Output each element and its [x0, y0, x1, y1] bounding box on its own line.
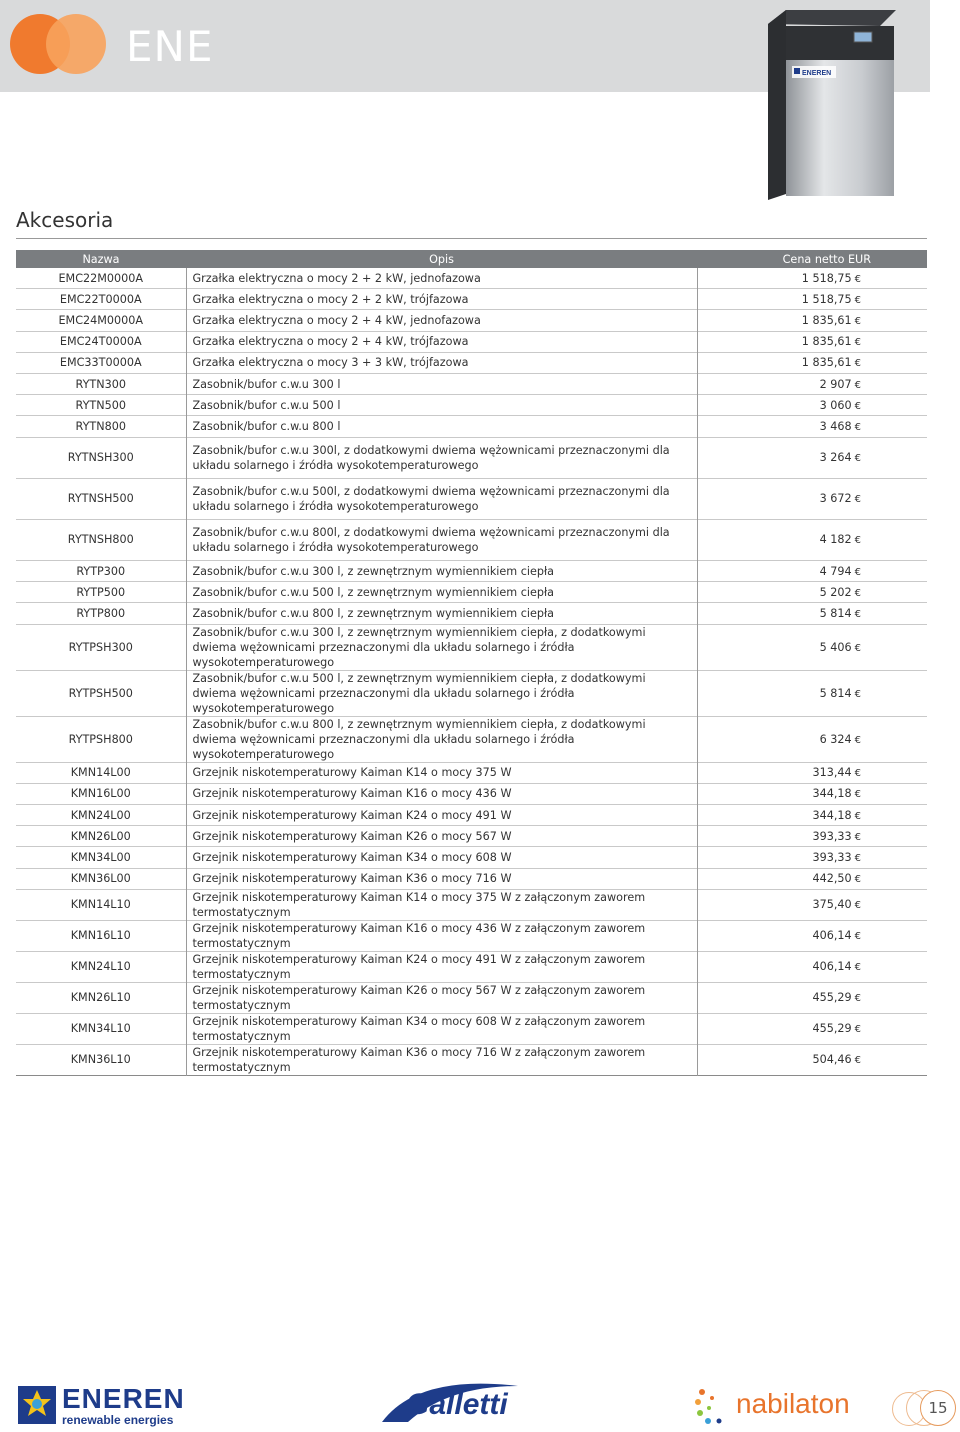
product-description: Zasobnik/bufor c.w.u 500 l: [186, 395, 697, 416]
product-code: RYTPSH800: [16, 716, 186, 762]
product-code: KMN26L10: [16, 982, 186, 1013]
section-title: Akcesoria: [16, 208, 114, 232]
price-value: 3 264: [819, 451, 852, 465]
price-value: 344,18: [812, 808, 852, 822]
product-code: RYTN500: [16, 395, 186, 416]
product-description: Grzejnik niskotemperaturowy Kaiman K34 o mocy 608 W: [186, 847, 697, 868]
eneren-logo-icon: [18, 1386, 56, 1424]
price-value: 455,29: [812, 1022, 852, 1036]
product-code: EMC22T0000A: [16, 289, 186, 310]
product-code: KMN24L00: [16, 805, 186, 826]
product-code: EMC24M0000A: [16, 310, 186, 331]
column-header-description: Opis: [186, 250, 697, 268]
product-price: [697, 310, 927, 331]
euro-symbol: €: [854, 294, 861, 306]
product-code: EMC22M0000A: [16, 268, 186, 289]
product-price: [697, 373, 927, 394]
euro-symbol: €: [854, 566, 861, 578]
price-value: 5 814: [819, 686, 852, 700]
euro-symbol: €: [854, 400, 861, 412]
euro-symbol: €: [854, 453, 861, 465]
product-description: Grzejnik niskotemperaturowy Kaiman K36 o mocy 716 W: [186, 868, 697, 889]
table-body: [16, 268, 927, 1075]
price-value: 1 835,61: [801, 313, 852, 327]
footer-logos: [0, 1378, 960, 1432]
eneren-tagline: renewable energies: [62, 1413, 174, 1427]
euro-symbol: €: [854, 494, 861, 506]
product-price: [697, 416, 927, 437]
product-price: [697, 982, 927, 1013]
product-price: [697, 762, 927, 783]
price-value: 6 324: [819, 732, 852, 746]
product-description: Grzejnik niskotemperaturowy Kaiman K14 o mocy 375 W: [186, 762, 697, 783]
price-value: 1 835,61: [801, 335, 852, 349]
table-row: [16, 416, 927, 437]
product-description: Zasobnik/bufor c.w.u 300 l, z zewnętrznym wymiennikiem ciepła: [186, 561, 697, 582]
euro-symbol: €: [854, 734, 861, 746]
product-code: KMN34L00: [16, 847, 186, 868]
product-code: RYTP500: [16, 582, 186, 603]
table-row: [16, 783, 927, 804]
euro-symbol: €: [854, 1024, 861, 1036]
product-description: Zasobnik/bufor c.w.u 300l, z dodatkowymi dwiema wężownicami przeznaczonymi dla układu solarnego i źródła wysokotemperaturowego: [186, 437, 697, 478]
price-value: 442,50: [812, 872, 852, 886]
galletti-logo-text: Galletti: [406, 1388, 508, 1421]
table-row: [16, 478, 927, 519]
product-description: Grzejnik niskotemperaturowy Kaiman K16 o mocy 436 W: [186, 783, 697, 804]
price-value: 344,18: [812, 787, 852, 801]
price-value: 406,14: [812, 960, 852, 974]
table-row: [16, 982, 927, 1013]
product-code: RYTPSH500: [16, 670, 186, 716]
product-code: EMC33T0000A: [16, 352, 186, 373]
price-value: 4 794: [819, 564, 852, 578]
product-price: [697, 920, 927, 951]
price-value: 455,29: [812, 991, 852, 1005]
price-value: 1 835,61: [801, 356, 852, 370]
product-price: [697, 437, 927, 478]
product-code: KMN24L10: [16, 951, 186, 982]
product-code: KMN16L10: [16, 920, 186, 951]
product-description: Zasobnik/bufor c.w.u 800l, z dodatkowymi dwiema wężownicami przeznaczonymi dla układu solarnego i źródła wysokotemperaturowego: [186, 519, 697, 560]
product-code: RYTNSH800: [16, 519, 186, 560]
product-price: [697, 1044, 927, 1075]
product-code: KMN16L00: [16, 783, 186, 804]
price-value: 3 060: [819, 398, 852, 412]
product-description: Zasobnik/bufor c.w.u 800 l, z zewnętrznym wymiennikiem ciepła: [186, 603, 697, 624]
table-row: [16, 762, 927, 783]
product-price: [697, 670, 927, 716]
product-price: [697, 561, 927, 582]
product-price: [697, 868, 927, 889]
euro-symbol: €: [854, 273, 861, 285]
euro-symbol: €: [854, 962, 861, 974]
price-value: 406,14: [812, 929, 852, 943]
euro-symbol: €: [854, 315, 861, 327]
euro-symbol: €: [854, 874, 861, 886]
euro-symbol: €: [854, 852, 861, 864]
product-code: RYTP800: [16, 603, 186, 624]
product-description: Zasobnik/bufor c.w.u 800 l: [186, 416, 697, 437]
euro-symbol: €: [854, 931, 861, 943]
price-value: 393,33: [812, 829, 852, 843]
product-code: KMN26L00: [16, 826, 186, 847]
price-value: 5 406: [819, 640, 852, 654]
product-description: Grzejnik niskotemperaturowy Kaiman K14 o mocy 375 W z załączonym zaworem termostatycznym: [186, 889, 697, 920]
euro-symbol: €: [854, 831, 861, 843]
column-header-price: Cena netto EUR: [697, 250, 927, 268]
price-value: 393,33: [812, 850, 852, 864]
product-description: Grzejnik niskotemperaturowy Kaiman K26 o mocy 567 W z załączonym zaworem termostatycznym: [186, 982, 697, 1013]
product-price: [697, 352, 927, 373]
product-price: [697, 519, 927, 560]
price-value: 3 468: [819, 419, 852, 433]
table-header-row: [16, 250, 927, 268]
product-description: Grzałka elektryczna o mocy 2 + 2 kW, trójfazowa: [186, 289, 697, 310]
product-price: [697, 582, 927, 603]
euro-symbol: €: [854, 1055, 861, 1067]
product-price: [697, 624, 927, 670]
product-price: [697, 805, 927, 826]
product-price: [697, 268, 927, 289]
price-value: 2 907: [819, 377, 852, 391]
heat-pump-product-image: [762, 4, 900, 202]
euro-symbol: €: [854, 789, 861, 801]
product-description: Grzałka elektryczna o mocy 3 + 3 kW, trójfazowa: [186, 352, 697, 373]
table-row: [16, 889, 927, 920]
table-row: [16, 437, 927, 478]
table-row: [16, 716, 927, 762]
decorative-circle: [46, 14, 106, 74]
euro-symbol: €: [854, 358, 861, 370]
product-description: Grzejnik niskotemperaturowy Kaiman K34 o mocy 608 W z załączonym zaworem termostatycznym: [186, 1013, 697, 1044]
table-row: [16, 805, 927, 826]
nabilaton-logo-icon: [694, 1386, 730, 1426]
product-code: RYTNSH500: [16, 478, 186, 519]
table-row: [16, 268, 927, 289]
product-code: KMN34L10: [16, 1013, 186, 1044]
euro-symbol: €: [854, 688, 861, 700]
product-price: [697, 289, 927, 310]
table-row: [16, 826, 927, 847]
product-description: Zasobnik/bufor c.w.u 500l, z dodatkowymi dwiema wężownicami przeznaczonymi dla układu solarnego i źródła wysokotemperaturowego: [186, 478, 697, 519]
price-value: 313,44: [812, 766, 852, 780]
product-description: Zasobnik/bufor c.w.u 300 l: [186, 373, 697, 394]
product-description: Grzejnik niskotemperaturowy Kaiman K16 o mocy 436 W z załączonym zaworem termostatycznym: [186, 920, 697, 951]
table-row: [16, 624, 927, 670]
product-description: Grzejnik niskotemperaturowy Kaiman K24 o mocy 491 W z załączonym zaworem termostatycznym: [186, 951, 697, 982]
euro-symbol: €: [854, 993, 861, 1005]
table-row: [16, 868, 927, 889]
euro-symbol: €: [854, 768, 861, 780]
product-code: KMN14L00: [16, 762, 186, 783]
euro-symbol: €: [854, 421, 861, 433]
product-description: Grzejnik niskotemperaturowy Kaiman K26 o mocy 567 W: [186, 826, 697, 847]
table-row: [16, 289, 927, 310]
table-row: [16, 951, 927, 982]
product-description: Grzałka elektryczna o mocy 2 + 4 kW, trójfazowa: [186, 331, 697, 352]
table-row: [16, 395, 927, 416]
product-description: Grzałka elektryczna o mocy 2 + 4 kW, jednofazowa: [186, 310, 697, 331]
table-row: [16, 373, 927, 394]
price-value: 504,46: [812, 1053, 852, 1067]
price-value: 3 672: [819, 492, 852, 506]
product-price: [697, 331, 927, 352]
euro-symbol: €: [854, 379, 861, 391]
eneren-logo-text: ENEREN: [62, 1383, 185, 1414]
product-price: [697, 1013, 927, 1044]
product-code: KMN36L10: [16, 1044, 186, 1075]
euro-symbol: €: [854, 810, 861, 822]
product-code: EMC24T0000A: [16, 331, 186, 352]
product-brand-label: ENEREN: [802, 70, 832, 77]
product-price: [697, 395, 927, 416]
table-row: [16, 310, 927, 331]
price-value: 5 202: [819, 585, 852, 599]
column-header-name: Nazwa: [16, 250, 186, 268]
euro-symbol: €: [854, 587, 861, 599]
euro-symbol: €: [854, 642, 861, 654]
product-price: [697, 889, 927, 920]
table-row: [16, 1044, 927, 1075]
product-code: RYTNSH300: [16, 437, 186, 478]
product-code: RYTN800: [16, 416, 186, 437]
product-description: Grzejnik niskotemperaturowy Kaiman K24 o mocy 491 W: [186, 805, 697, 826]
table-row: [16, 670, 927, 716]
euro-symbol: €: [854, 609, 861, 621]
table-row: [16, 920, 927, 951]
euro-symbol: €: [854, 337, 861, 349]
product-code: RYTP300: [16, 561, 186, 582]
accessories-table: [16, 250, 927, 1076]
price-value: 1 518,75: [801, 271, 852, 285]
euro-symbol: €: [854, 535, 861, 547]
table-row: [16, 1013, 927, 1044]
product-description: Grzałka elektryczna o mocy 2 + 2 kW, jednofazowa: [186, 268, 697, 289]
table-row: [16, 331, 927, 352]
price-value: 1 518,75: [801, 292, 852, 306]
product-price: [697, 783, 927, 804]
header-title: ENE: [126, 22, 214, 71]
product-code: RYTPSH300: [16, 624, 186, 670]
product-price: [697, 951, 927, 982]
table-row: [16, 352, 927, 373]
product-code: KMN14L10: [16, 889, 186, 920]
price-value: 5 814: [819, 607, 852, 621]
euro-symbol: €: [854, 900, 861, 912]
product-price: [697, 716, 927, 762]
product-code: RYTN300: [16, 373, 186, 394]
table-row: [16, 519, 927, 560]
page-number: 15: [920, 1390, 956, 1426]
product-description: Grzejnik niskotemperaturowy Kaiman K36 o mocy 716 W z załączonym zaworem termostatycznym: [186, 1044, 697, 1075]
product-code: KMN36L00: [16, 868, 186, 889]
product-price: [697, 478, 927, 519]
price-value: 4 182: [819, 533, 852, 547]
product-description: Zasobnik/bufor c.w.u 800 l, z zewnętrznym wymiennikiem ciepła, z dodatkowymi dwiema wężownicami przeznaczonymi dla układu solarnego i źródła wysokotemperaturowego: [186, 716, 697, 762]
product-price: [697, 847, 927, 868]
section-divider: [16, 238, 927, 239]
product-description: Zasobnik/bufor c.w.u 500 l, z zewnętrznym wymiennikiem ciepła: [186, 582, 697, 603]
table-row: [16, 847, 927, 868]
table-row: [16, 603, 927, 624]
product-description: Zasobnik/bufor c.w.u 300 l, z zewnętrznym wymiennikiem ciepła, z dodatkowymi dwiema wężownicami przeznaczonymi dla układu solarnego i źródła wysokotemperaturowego: [186, 624, 697, 670]
product-description: Zasobnik/bufor c.w.u 500 l, z zewnętrznym wymiennikiem ciepła, z dodatkowymi dwiema wężownicami przeznaczonymi dla układu solarnego i źródła wysokotemperaturowego: [186, 670, 697, 716]
product-price: [697, 826, 927, 847]
price-value: 375,40: [812, 898, 852, 912]
nabilaton-logo-text: nabilaton: [736, 1388, 850, 1419]
table-row: [16, 561, 927, 582]
product-price: [697, 603, 927, 624]
table-row: [16, 582, 927, 603]
